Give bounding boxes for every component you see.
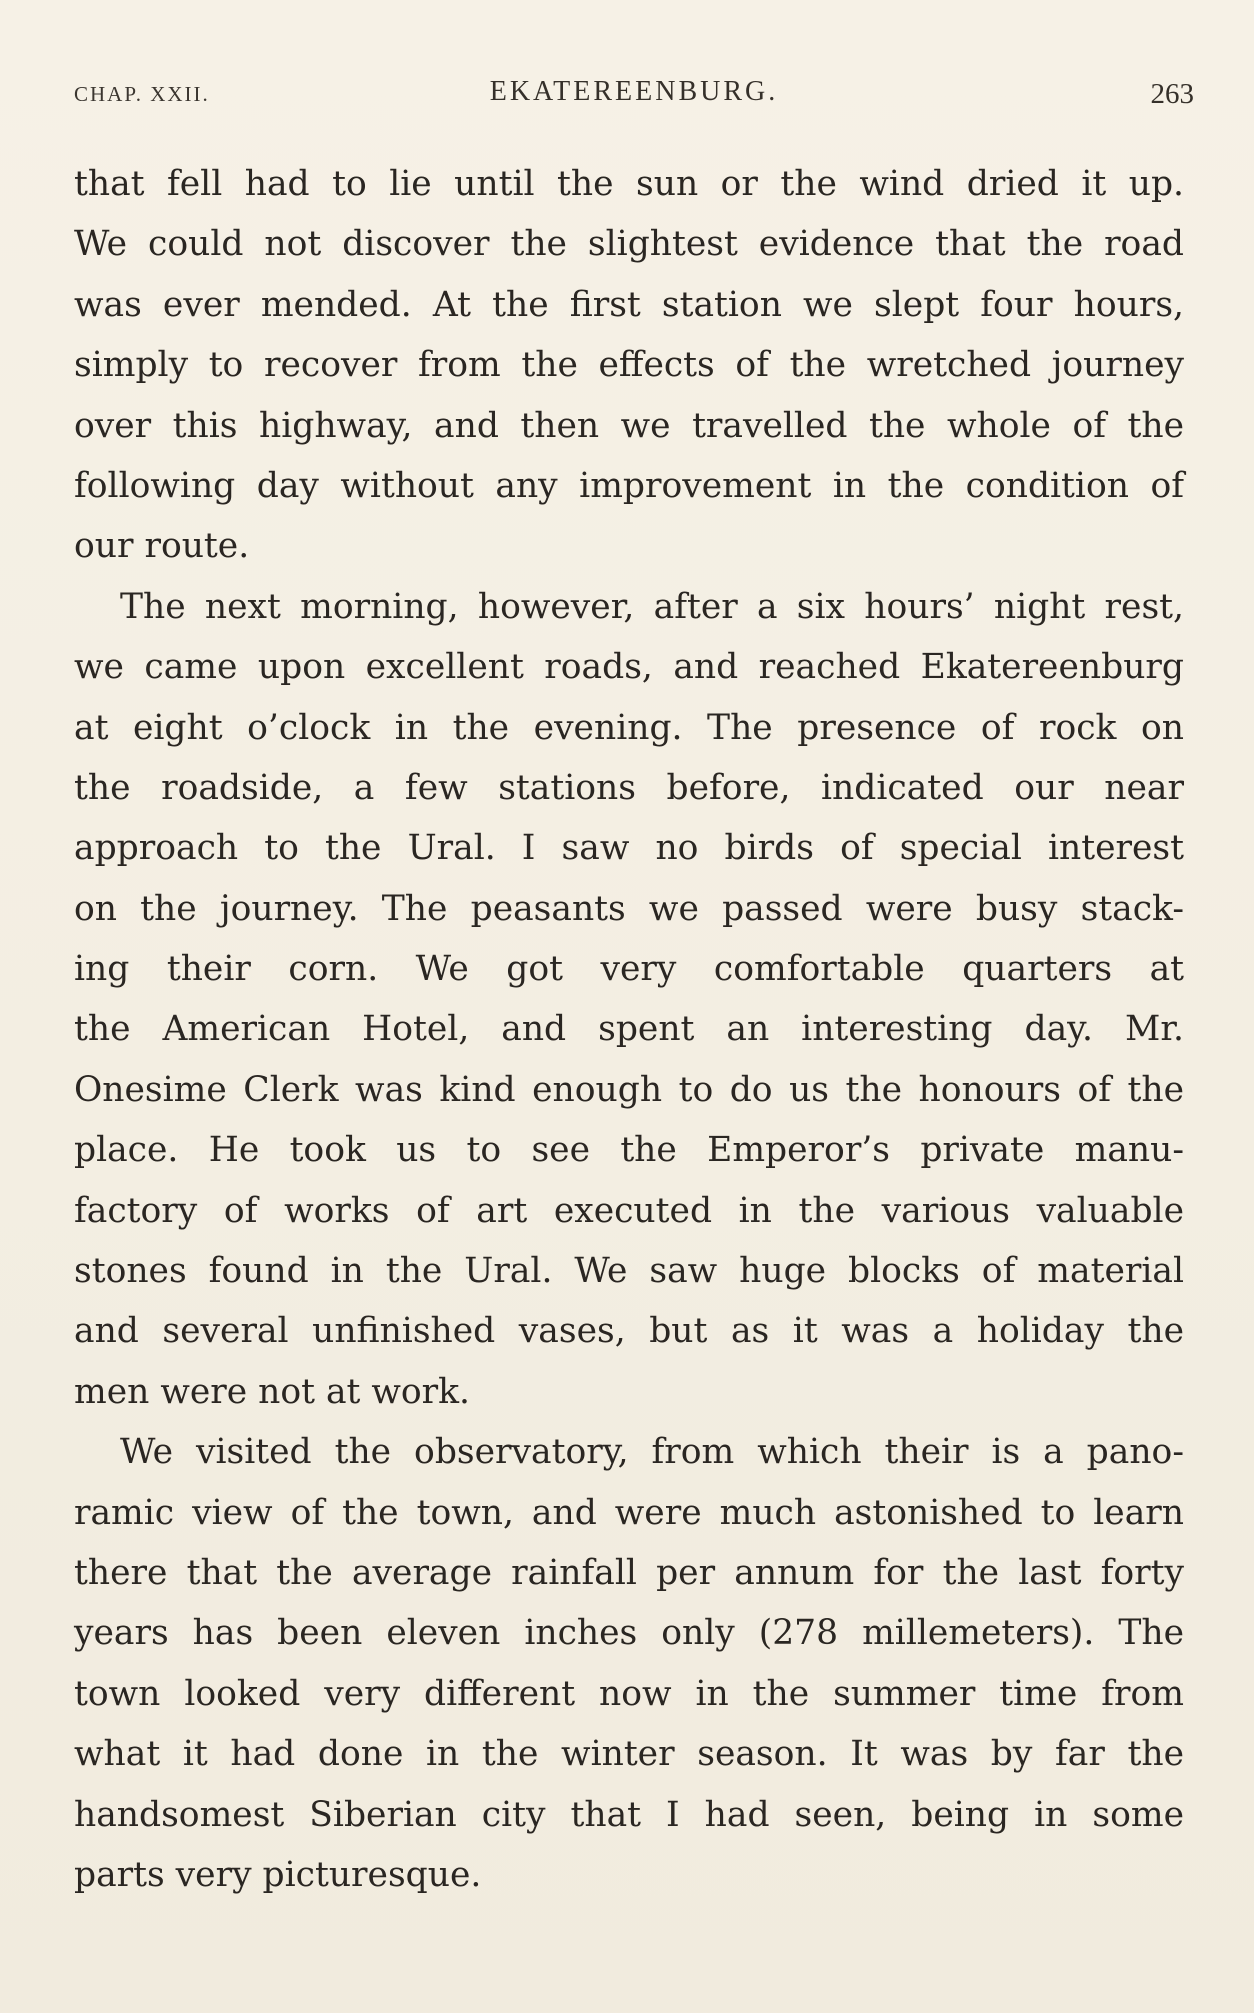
text-line: at eight o’clock in the evening. The presence of rock on xyxy=(74,707,1184,748)
body-text xyxy=(74,154,1184,1905)
text-line: handsomest Siberian city that I had seen, being in some xyxy=(74,1794,1184,1835)
paragraph-3 xyxy=(74,1422,1184,1905)
text-line: place. He took us to see the Emperor’s private manu- xyxy=(74,1130,1184,1171)
text-line: following day without any improvement in the condition of xyxy=(74,465,1184,506)
text-line: approach to the Ural. I saw no birds of special interest xyxy=(74,828,1184,869)
text-line: simply to recover from the effects of the wretched journey xyxy=(74,345,1184,386)
text-line: factory of works of art executed in the various valuable xyxy=(74,1190,1184,1231)
text-line: we came upon excellent roads, and reached Ekatereenburg xyxy=(74,647,1184,688)
text-line: over this highway, and then we travelled the whole of the xyxy=(74,405,1184,446)
text-line: ing their corn. We got very comfortable quarters at xyxy=(74,949,1184,990)
text-line: men were not at work. xyxy=(74,1371,471,1412)
chapter-label: CHAP. XXII. xyxy=(74,82,210,106)
text-line: ramic view of the town, and were much astonished to learn xyxy=(74,1492,1184,1533)
text-line: there that the average rainfall per annum for the last forty xyxy=(74,1552,1184,1593)
text-line: that fell had to lie until the sun or the wind dried it up. xyxy=(74,164,1184,204)
text-line: was ever mended. At the first station we slept four hours, xyxy=(74,284,1184,325)
text-line: The next morning, however, after a six hours’ night rest, xyxy=(120,586,1184,627)
text-line: years has been eleven inches only (278 millemeters). The xyxy=(74,1613,1184,1654)
text-line: what it had done in the winter season. It was by far the xyxy=(74,1734,1184,1775)
text-line: We visited the observatory, from which their is a pano- xyxy=(120,1432,1184,1473)
running-title: EKATEREENBURG. xyxy=(489,76,779,107)
text-line: town looked very different now in the summer time from xyxy=(74,1673,1184,1714)
paragraph-1 xyxy=(74,154,1184,577)
text-line: the roadside, a few stations before, indicated our near xyxy=(74,767,1184,808)
text-line: on the journey. The peasants we passed were busy stack- xyxy=(74,888,1184,929)
text-line: stones found in the Ural. We saw huge blocks of material xyxy=(74,1251,1184,1292)
text-line: parts very picturesque. xyxy=(74,1854,482,1895)
text-line: our route. xyxy=(74,526,250,567)
paragraph-2 xyxy=(74,577,1184,1422)
text-line: and several unfinished vases, but as it was a holiday the xyxy=(74,1311,1184,1352)
text-line: We could not discover the slightest evidence that the road xyxy=(74,224,1184,265)
page-number: 263 xyxy=(1150,78,1194,110)
text-line: Onesime Clerk was kind enough to do us the honours of the xyxy=(74,1069,1184,1110)
text-line: the American Hotel, and spent an interesting day. Mr. xyxy=(74,1009,1184,1050)
running-head xyxy=(74,74,1194,114)
